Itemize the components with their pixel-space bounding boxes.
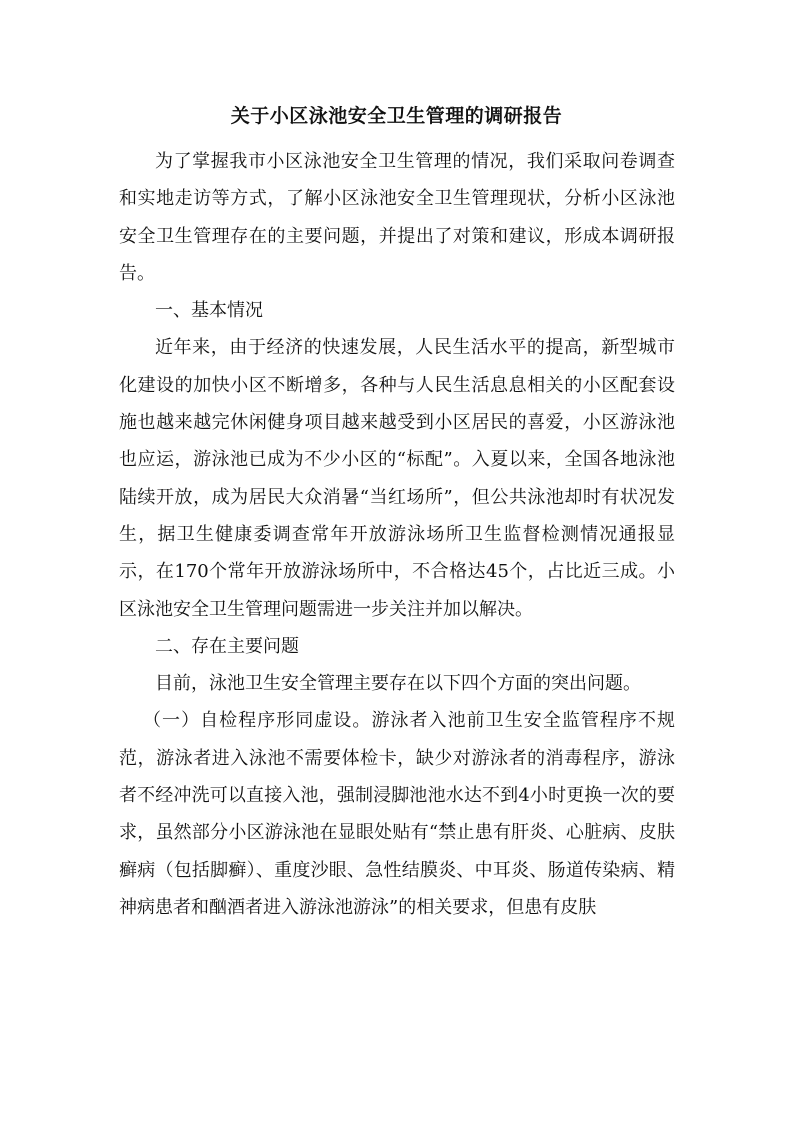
basic-situation-paragraph: 近年来，由于经济的快速发展，人民生活水平的提高，新型城市化建设的加快小区不断增多，各种与人民生活息息相关的小区配套设施也越来越完休闲健身项目越来越受到小区居民的喜爱，小区游泳池也应运，游泳池已成为不少小区的“标配”。入夏以来，全国各地泳池陆续开放，成为居民大众消暑“当红场所”，但公共泳池却时有状况发生，据卫生健康委调查常年开放游泳场所卫生监督检测情况通报显示，在170个常年开放游泳场所中，不合格达45个，占比近三成。小区泳池安全卫生管理问题需进一步关注并加以解决。	[119, 337, 675, 620]
section-heading-basic-situation: 一、基本情况	[155, 300, 263, 322]
section-heading-main-problems: 二、存在主要问题	[155, 635, 299, 657]
document-body	[119, 143, 675, 926]
main-problems-intro-paragraph: 目前，泳池卫生安全管理主要存在以下四个方面的突出问题。	[155, 673, 641, 695]
problem-one-paragraph: （一）自检程序形同虚设。游泳者入池前卫生安全监管程序不规范，游泳者进入泳池不需要体检卡，缺少对游泳者的消毒程序，游泳者不经冲洗可以直接入池，强制浸脚池池水达不到4小时更换一次的要求，虽然部分小区游泳池在显眼处贴有“禁止患有肝炎、心脏病、皮肤癣病（包括脚癣）、重度沙眼、急性结膜炎、中耳炎、肠道传染病、精神病患者和酗酒者进入游泳池游泳”的相关要求，但患有皮肤	[119, 710, 675, 918]
intro-paragraph: 为了掌握我市小区泳池安全卫生管理的情况，我们采取问卷调查和实地走访等方式，了解小区泳池安全卫生管理现状，分析小区泳池安全卫生管理存在的主要问题，并提出了对策和建议，形成本调研报告。	[119, 151, 675, 284]
document-title: 关于小区泳池安全卫生管理的调研报告	[230, 105, 563, 127]
